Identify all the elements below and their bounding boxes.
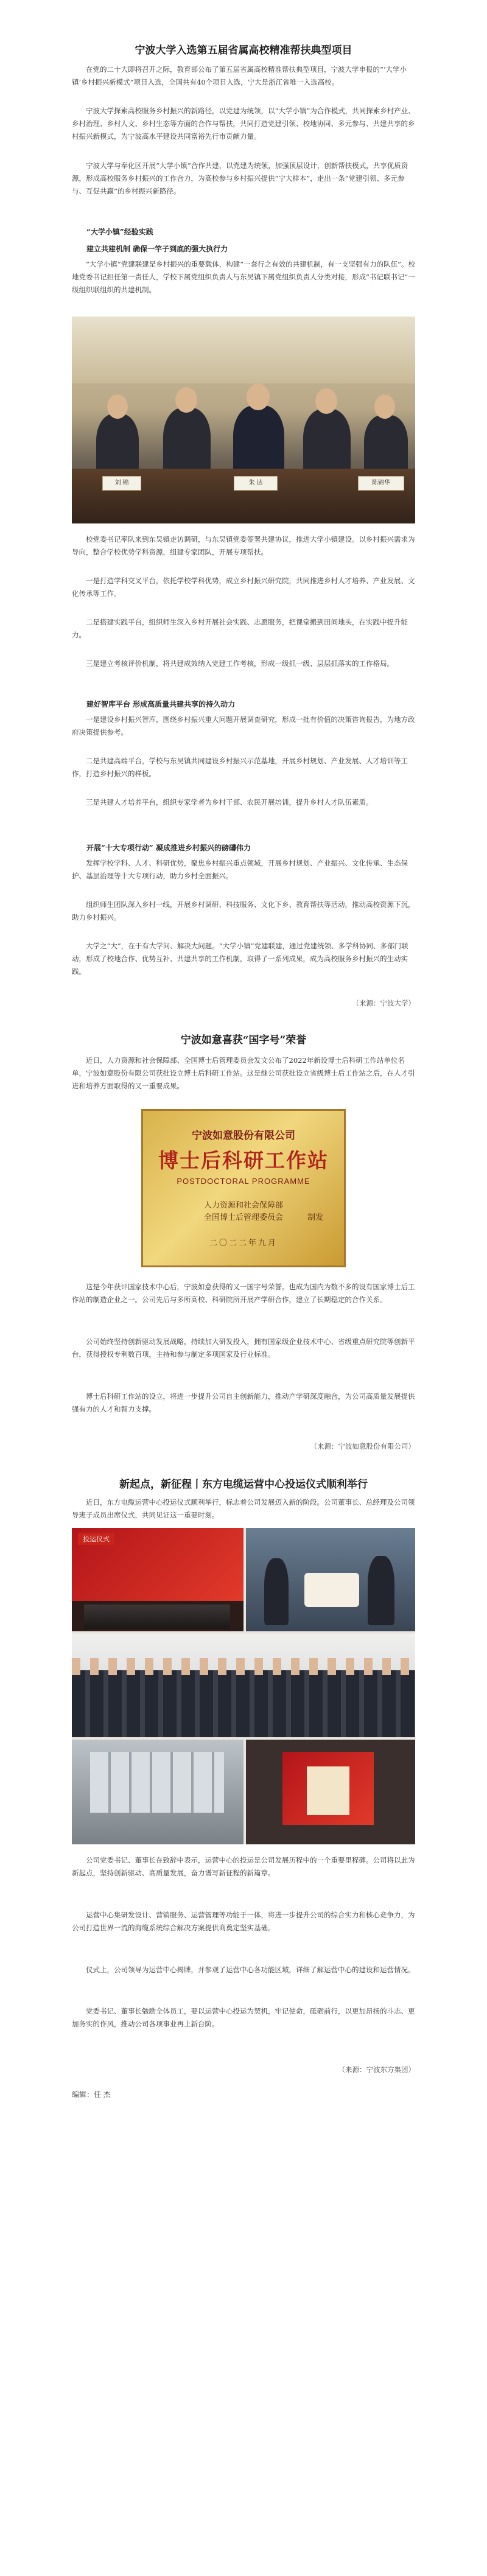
article1-paragraph-7: 二是搭建实践平台，组织师生深入乡村开展社会实践、志愿服务，把课堂搬到田间地头，在实践中提升能力。 bbox=[72, 618, 408, 639]
article1-paragraph-11: 三是共建人才培养平台，组织专家学者为乡村干部、农民开展培训，提升乡村人才队伍素质。 bbox=[86, 798, 373, 807]
article1-paragraph-8: 三是建立考核评价机制，将共建成效纳入党建工作考核，形成一级抓一级、层层抓落实的工作格局。 bbox=[86, 659, 394, 668]
article3-source: （来源：宁波东方集团） bbox=[338, 2065, 415, 2074]
meeting-photo bbox=[72, 317, 415, 523]
article3-paragraph-2: 公司党委书记、董事长在致辞中表示，运营中心的投运是公司发展历程中的一个重要里程碑。公司将以此为新起点，坚持创新驱动、高质量发展，奋力谱写新征程的新篇章。 bbox=[72, 1856, 415, 1877]
article1-paragraph-3: 宁波大学与奉化区开展“大学小镇”合作共建，以党建为统领，加强顶层设计，创新帮扶模式，共享优质资源，形成高校服务乡村振兴的工作合力，为高校参与乡村振兴提供“宁大样本”，走出一条“党建引领、多元参与、互促共赢”的乡村振兴新路径。 bbox=[72, 161, 408, 195]
article2-source: （来源：宁波如意股份有限公司） bbox=[310, 1442, 415, 1451]
certificate-date: 二〇二二年九月 bbox=[209, 1239, 278, 1248]
certificate-title: 博士后科研工作站 bbox=[158, 1149, 329, 1172]
article2-paragraph-2: 这是今年获评国家技术中心后，宁波如意获得的又一国字号荣誉。也成为国内为数不多的设有国家博士后工作站的制造企业之一。公司先后与多所高校、科研院所开展产学研合作，建立了长期稳定的合作关系。 bbox=[72, 1283, 415, 1304]
article1-paragraph-2: 宁波大学探索高校服务乡村振兴的新路径，以党建为统领，以“大学小镇”为合作模式，共同探索乡村产业、乡村治理、乡村人文、乡村生态等方面的合作与帮扶，共同打造党建引领、校地协同、多元参与、共建共享的乡村振兴新模式，为宁波高水平建设共同富裕先行市贡献力量。 bbox=[72, 107, 415, 141]
article1-paragraph-4: “大学小镇”党建联建是乡村振兴的重要载体，构建“一套行之有效的共建机制，有一支坚强有力的队伍”。校地党委书记担任第一责任人，学校下属党组织负责人与东吴镇下属党组织负责人分类对接，形成“书记联书记”一级组织联组织的共建机制。 bbox=[72, 260, 416, 294]
article1-paragraph-1: 在党的二十大即将召开之际，教育部公布了第五届省属高校精准帮扶典型项目，宁波大学申报的“‘大学小镇’乡村振兴新模式”项目入选，全国共有40个项目入选，宁大是浙江省唯一入选高校。 bbox=[72, 65, 407, 86]
article1-paragraph-10: 二是共建高端平台，学校与东吴镇共同建设乡村振兴示范基地，开展乡村规划、产业发展、人才培训等工作，打造乡村振兴的样板。 bbox=[72, 757, 408, 778]
postdoc-certificate bbox=[141, 1109, 346, 1267]
nameplate: 陈锦华 bbox=[358, 476, 404, 491]
article2-paragraph-3: 公司始终坚持创新驱动发展战略，持续加大研发投入，拥有国家级企业技术中心、省级重点研究院等创新平台，获得授权专利数百项，主持和参与制定多项国家及行业标准。 bbox=[72, 1337, 415, 1359]
certificate-issuer-1: 人力资源和社会保障部 bbox=[203, 1201, 283, 1210]
certificate-company: 宁波如意股份有限公司 bbox=[192, 1130, 295, 1142]
editor-credit: 编辑：任 杰 bbox=[72, 2090, 111, 2099]
article3-paragraph-5: 党委书记、董事长勉励全体员工，要以运营中心投运为契机，牢记使命，砥砺前行，以更加昂扬的斗志、更加务实的作风，推动公司各项事业再上新台阶。 bbox=[72, 2007, 415, 2028]
certificate-issuer-2: 全国博士后管理委员会 bbox=[203, 1213, 283, 1222]
article1-paragraph-6: 一是打造学科交叉平台，依托学校学科优势，成立乡村振兴研究院，共同推进乡村人才培养、产业发展、文化传承等工作。 bbox=[72, 576, 415, 598]
article1-subhead-1: “大学小镇”经验实践 bbox=[86, 228, 153, 236]
collage-tag: 投运仪式 bbox=[78, 1533, 114, 1545]
nameplate: 刘 锦 bbox=[102, 476, 141, 491]
article1-paragraph-12: 发挥学校学科、人才、科研优势，聚焦乡村振兴重点领域，开展乡村规划、产业振兴、文化传承、生态保护、基层治理等十大专项行动，助力乡村全面振兴。 bbox=[72, 859, 408, 880]
article2-paragraph-1: 近日，人力资源和社会保障部、全国博士后管理委员会发文公布了2022年新设博士后科研工作站单位名单，宁波如意股份有限公司获批设立博士后科研工作站。这是继公司获批设立省级博士后工作站之后，在人才引进和培养方面取得的又一重要成果。 bbox=[72, 1056, 415, 1090]
article1-subhead-2: 建立共建机制 确保一竿子到底的强大执行力 bbox=[86, 245, 228, 253]
article1-title: 宁波大学入选第五届省属高校精准帮扶典型项目 bbox=[135, 44, 352, 57]
article2-title: 宁波如意喜获“国字号”荣誉 bbox=[180, 1034, 307, 1046]
article1-source: （来源：宁波大学） bbox=[352, 999, 415, 1007]
article3-paragraph-1: 近日，东方电缆运营中心投运仪式顺利举行，标志着公司发展迈入新的阶段。公司董事长、总经理及公司领导班子成员出席仪式，共同见证这一重要时刻。 bbox=[72, 1498, 415, 1519]
article1-paragraph-5: 校党委书记率队来到东吴镇走访调研，与东吴镇党委签署共建协议，推进大学小镇建设。以乡村振兴需求为导向，整合学校优势学科资源，组建专家团队，开展专项帮扶。 bbox=[72, 535, 415, 556]
article1-paragraph-14: 大学之“大”，在于有大学问、解决大问题。“大学小镇”党建联建，通过党建统领、多学科协同、多部门联动，形成了校地合作、优势互补、共建共享的工作机制，取得了一系列成果，成为高校服务乡村振兴的生动实践。 bbox=[72, 942, 408, 976]
article1-paragraph-13: 组织师生团队深入乡村一线，开展乡村调研、科技服务、文化下乡、教育帮扶等活动，推动高校资源下沉，助力乡村振兴。 bbox=[72, 900, 415, 922]
article3-paragraph-4: 仪式上，公司领导为运营中心揭牌，并参观了运营中心各功能区域，详细了解运营中心的建设和运营情况。 bbox=[86, 1965, 415, 1974]
ceremony-photo-collage bbox=[72, 1528, 415, 1844]
article3-paragraph-3: 运营中心集研发设计、营销服务、运营管理等功能于一体，将进一步提升公司的综合实力和核心竞争力，为公司打造世界一流的海缆系统综合解决方案提供商奠定坚实基础。 bbox=[72, 1911, 415, 1932]
article1-paragraph-9: 一是建设乡村振兴智库，围绕乡村振兴重大问题开展调查研究，形成一批有价值的决策咨询报告，为地方政府决策提供参考。 bbox=[72, 715, 415, 737]
article3-title: 新起点，新征程丨东方电缆运营中心投运仪式顺利举行 bbox=[119, 1479, 368, 1491]
article2-paragraph-4: 博士后科研工作站的设立，将进一步提升公司自主创新能力，推动产学研深度融合，为公司高质量发展提供强有力的人才和智力支撑。 bbox=[72, 1392, 415, 1413]
certificate-english: POSTDOCTORAL PROGRAMME bbox=[177, 1177, 310, 1186]
certificate-issuer-suffix: 制发 bbox=[307, 1213, 323, 1222]
article1-subhead-3: 建好智库平台 形成高质量共建共享的持久动力 bbox=[86, 700, 236, 709]
article1-subhead-4: 开展“十大专项行动” 凝成推进乡村振兴的磅礴伟力 bbox=[86, 844, 251, 852]
nameplate: 朱 达 bbox=[234, 476, 278, 491]
